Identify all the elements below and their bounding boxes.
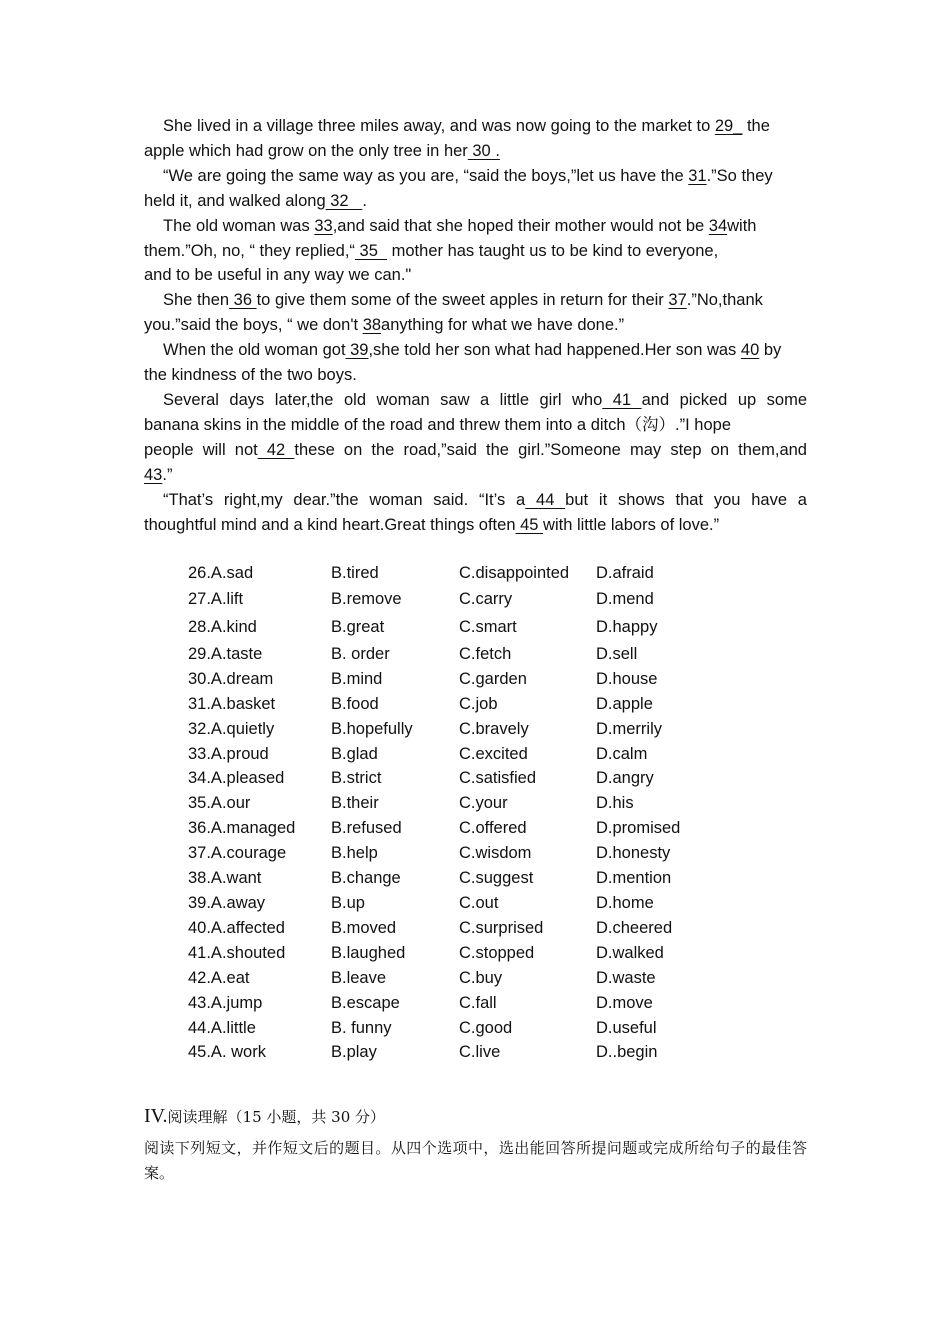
option-a: 44.A.little (188, 1018, 256, 1037)
option-a: 34.A.pleased (188, 769, 285, 788)
blank-33: 33 (314, 216, 333, 235)
option-b: B.moved (331, 918, 397, 937)
option-c: C.good (459, 1018, 513, 1037)
paragraph-4: She then 36 to give them some of the sweet apples in return for their 37.”No,thank you.”said the boys, “ we don't 38anything for what we have done.” (144, 291, 763, 335)
option-row (188, 991, 716, 1016)
option-b: B.leave (331, 968, 387, 987)
paragraph-7-line-1: “That’s right,my dear.”the woman said. “It’s a 44 but it shows that you have a (163, 490, 807, 509)
option-d: D.cheered (596, 918, 673, 937)
blank-38: 38 (362, 316, 382, 335)
option-row (188, 614, 716, 642)
option-a: 38.A.want (188, 869, 262, 888)
option-a: 35.A.our (188, 794, 251, 813)
option-c: C.fall (459, 993, 497, 1012)
option-b: B.glad (331, 744, 378, 763)
blank-30: 30 . (467, 141, 500, 160)
option-c: C.bravely (459, 719, 529, 738)
option-b: B.laughed (331, 943, 406, 962)
option-d: D.merrily (596, 719, 662, 738)
option-c: C.garden (459, 669, 527, 688)
option-b: B.refused (331, 819, 402, 838)
option-c: C.buy (459, 968, 503, 987)
blank-43: 43 (144, 465, 163, 484)
option-row (188, 692, 716, 717)
option-b: B.food (331, 694, 379, 713)
paragraph-6-line-2: banana skins in the middle of the road and threw them into a ditch（沟）.”I hope (144, 415, 731, 434)
option-b: B.remove (331, 590, 402, 609)
option-row (188, 642, 716, 667)
section-heading (144, 1104, 807, 1129)
option-a: 37.A.courage (188, 844, 287, 863)
option-c: C.suggest (459, 869, 534, 888)
blank-45: 45 (515, 515, 544, 534)
option-d: D..begin (596, 1043, 658, 1062)
answer-options-table (188, 561, 716, 1065)
paragraph-5: When the old woman got 39,she told her son what had happened.Her son was 40 by the kindness of the two boys. (144, 341, 782, 385)
option-d: D.house (596, 669, 658, 688)
section-title: 阅读理解（15 小题，共 30 分） (167, 1108, 386, 1126)
option-d: D.move (596, 993, 653, 1012)
paragraph-3-cont: and to be useful in any way we can." (144, 266, 412, 285)
option-d: D.walked (596, 943, 664, 962)
option-row (188, 966, 716, 991)
blank-31: 31 (688, 166, 707, 185)
option-a: 41.A.shouted (188, 943, 286, 962)
option-d: D.mention (596, 869, 672, 888)
option-d: D.waste (596, 968, 656, 987)
option-row (188, 841, 716, 866)
paragraph-1: She lived in a village three miles away, and was now going to the market to 29_ the apple which had grow on the only tree in her 30 . (144, 117, 770, 160)
option-d: D.home (596, 893, 654, 912)
option-row (188, 891, 716, 916)
options-body (188, 561, 716, 1065)
option-row (188, 717, 716, 742)
option-c: C.stopped (459, 943, 535, 962)
section-numeral: IV. (144, 1105, 168, 1127)
option-c: C.offered (459, 819, 527, 838)
option-a: 29.A.taste (188, 644, 263, 663)
option-a: 43.A.jump (188, 993, 263, 1012)
paragraph-6-line-3: people will not 42 these on the road,”said the girl.”Someone may step on them,and (144, 440, 807, 459)
blank-34: 34 (708, 216, 728, 235)
option-a: 27.A.lift (188, 590, 244, 609)
option-c: C.job (459, 694, 498, 713)
option-b: B.help (331, 844, 378, 863)
option-d: D.angry (596, 769, 654, 788)
option-c: C.smart (459, 618, 517, 637)
option-b: B.great (331, 618, 385, 637)
option-a: 32.A.quietly (188, 719, 275, 738)
option-row (188, 766, 716, 791)
option-a: 33.A.proud (188, 744, 269, 763)
option-a: 45.A. work (188, 1043, 266, 1062)
option-d: D.sell (596, 644, 638, 663)
option-b: B.their (331, 794, 379, 813)
option-c: C.live (459, 1043, 501, 1062)
option-row (188, 1016, 716, 1041)
option-d: D.promised (596, 819, 681, 838)
option-d: D.calm (596, 744, 648, 763)
cloze-passage (144, 114, 807, 537)
option-a: 36.A.managed (188, 819, 296, 838)
paragraph-7-line-2: thoughtful mind and a kind heart.Great things often 45 with little labors of love.” (144, 515, 720, 534)
option-b: B.escape (331, 993, 400, 1012)
option-row (188, 561, 716, 586)
option-row (188, 791, 716, 816)
option-b: B. order (331, 644, 390, 663)
section-instructions: 阅读下列短文，并作短文后的题目。从四个选项中，选出能回答所提问题或完成所给句子的最佳答案。 (144, 1139, 807, 1182)
paragraph-2: “We are going the same way as you are, “said the boys,”let us have the 31.”So they held it, and walked along 32 . (144, 166, 773, 210)
option-c: C.wisdom (459, 844, 532, 863)
option-d: D.happy (596, 618, 658, 637)
option-c: C.disappointed (459, 564, 570, 582)
option-row (188, 1040, 716, 1065)
option-c: C.out (459, 893, 499, 912)
option-d: D.his (596, 794, 634, 813)
option-c: C.fetch (459, 644, 512, 663)
blank-40: 40 (740, 341, 760, 360)
option-d: D.honesty (596, 844, 671, 863)
option-row (188, 816, 716, 841)
option-c: C.your (459, 794, 508, 813)
blank-29: 29_ (714, 117, 743, 135)
option-b: B.change (331, 869, 401, 888)
paragraph-6-line-4: 43.” (144, 465, 173, 484)
option-d: D.afraid (596, 564, 654, 582)
blank-44: 44 (525, 490, 566, 509)
option-a: 30.A.dream (188, 669, 274, 688)
blank-37: 37 (668, 291, 687, 310)
option-b: B.strict (331, 769, 382, 788)
option-a: 28.A.kind (188, 618, 257, 637)
option-c: C.excited (459, 744, 528, 763)
option-row (188, 866, 716, 891)
option-a: 40.A.affected (188, 918, 285, 937)
option-b: B.mind (331, 669, 383, 688)
option-c: C.surprised (459, 918, 544, 937)
option-d: D.useful (596, 1018, 657, 1037)
option-row (188, 586, 716, 614)
option-a: 31.A.basket (188, 694, 276, 713)
option-d: D.mend (596, 590, 654, 609)
blank-32: 32 (325, 191, 363, 210)
blank-35: 35 (354, 241, 388, 260)
option-d: D.apple (596, 694, 653, 713)
option-row (188, 941, 716, 966)
blank-36: 36 (229, 291, 257, 310)
option-row (188, 916, 716, 941)
paragraph-3: The old woman was 33,and said that she hoped their mother would not be 34with them.”Oh, no, “ they replied,“ 35 mother has taught us to be kind to everyone, (144, 216, 757, 260)
option-a: 26.A.sad (188, 564, 254, 582)
option-a: 42.A.eat (188, 968, 250, 987)
option-b: B.play (331, 1043, 377, 1062)
option-row (188, 742, 716, 767)
blank-42: 42 (257, 440, 295, 459)
option-b: B.hopefully (331, 719, 413, 738)
option-row (188, 667, 716, 692)
option-b: B.tired (331, 564, 379, 582)
option-c: C.carry (459, 590, 513, 609)
option-a: 39.A.away (188, 893, 266, 912)
blank-41: 41 (602, 390, 642, 409)
paragraph-6-line-1: Several days later,the old woman saw a little girl who 41 and picked up some (163, 390, 808, 409)
option-c: C.satisfied (459, 769, 537, 788)
blank-39: 39 (345, 341, 369, 360)
option-b: B.up (331, 893, 365, 912)
option-b: B. funny (331, 1018, 392, 1037)
